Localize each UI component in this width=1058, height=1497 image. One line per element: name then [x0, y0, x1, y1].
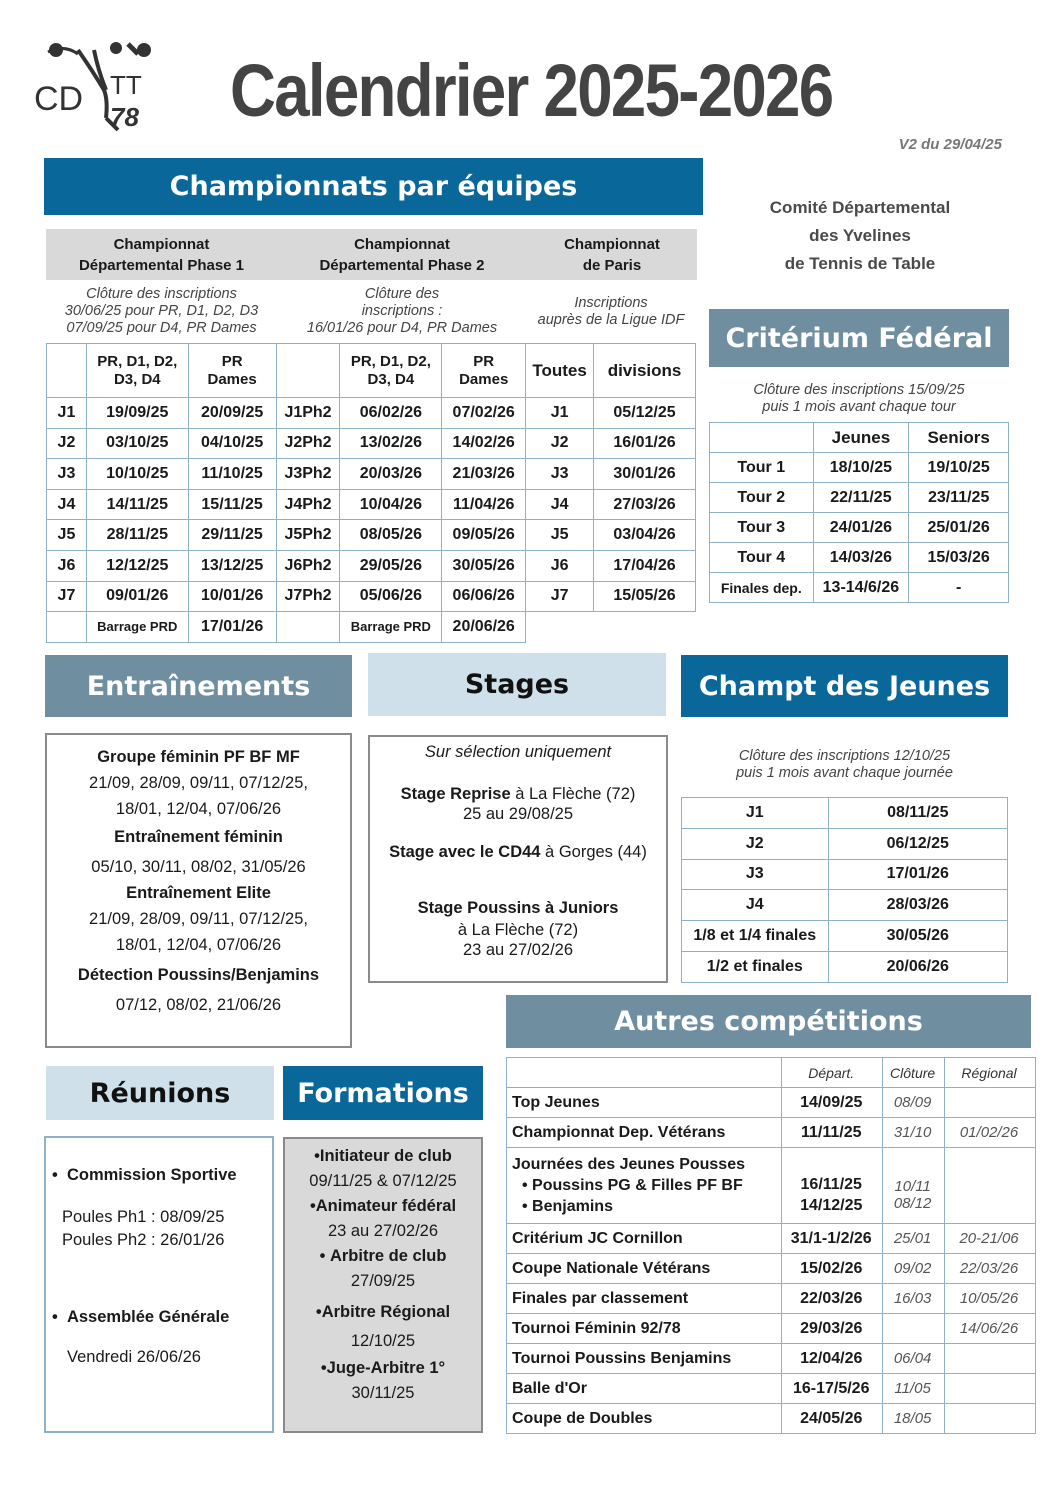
jeunes-header: Champt des Jeunes	[681, 655, 1008, 717]
table-row: J7 09/01/26 10/01/26 J7Ph2 05/06/26 06/06/26 J7 15/05/26	[47, 581, 696, 612]
table-row: Tournoi Féminin 92/78 29/03/26 14/06/26	[507, 1314, 1036, 1344]
table-row: Journées des Jeunes Pousses • Poussins PG & Filles PF BF • Benjamins 16/11/25 14/12/25 10/11 08/12	[507, 1148, 1036, 1224]
criterium-table	[709, 422, 1009, 603]
col-divisions: divisions	[594, 344, 696, 398]
paris-title: Championnat de Paris	[527, 229, 697, 280]
comite-line: des Yvelines	[809, 226, 911, 245]
table-row: 1/2 et finales 20/06/26	[682, 951, 1008, 982]
stage-item: Stage avec le CD44 à Gorges (44)	[389, 843, 647, 861]
stages-box: Sur sélection uniquement Stage Reprise à La Flèche (72) 25 au 29/08/25 Stage avec le CD44 à Gorges (44) Stage Poussins à Juniors à La Flèche (72) 23 au 27/02/26	[368, 735, 668, 983]
comite-line: Comité Départemental	[769, 198, 951, 217]
table-row: 1/8 et 1/4 finales 30/05/26	[682, 921, 1008, 952]
cdtt78-logo	[34, 40, 164, 135]
phase1-note: Clôture des inscriptions 30/06/25 pour PR, D1, D2, D3 07/09/25 pour D4, PR Dames	[64, 286, 259, 336]
logo-78: 78	[110, 102, 139, 132]
col-dames: PR Dames	[442, 344, 526, 398]
autres-table	[506, 1057, 1036, 1434]
phase1-title: Championnat Départemental Phase 1	[46, 229, 277, 280]
formation-item: •Animateur fédéral	[309, 1197, 457, 1215]
championnats-header: Championnats par équipes	[44, 158, 703, 215]
formation-item: •Juge-Arbitre 1°	[320, 1359, 446, 1377]
table-row: Critérium JC Cornillon 31/1-1/2/26 25/01 20-21/06	[507, 1224, 1036, 1254]
phase2-note: Clôture des inscriptions : 16/01/26 pour D4, PR Dames	[306, 286, 498, 336]
formation-item: •Arbitre Régional	[315, 1303, 451, 1321]
paris-note: Inscriptions auprès de la Ligue IDF	[537, 295, 685, 328]
table-row: Tour 4 14/03/26 15/03/26	[710, 543, 1009, 573]
table-row: J3 17/01/26	[682, 859, 1008, 890]
entrainement-title: Détection Poussins/Benjamins	[77, 966, 320, 984]
commission-sportive: • Commission Sportive	[52, 1166, 237, 1184]
table-row: Finales dep. 13-14/6/26 -	[710, 573, 1009, 603]
entrainements-box: Groupe féminin PF BF MF 21/09, 28/09, 09/11, 07/12/25, 18/01, 12/04, 07/06/26 Entraînement féminin 05/10, 30/11, 08/02, 31/05/26 Entraînement Elite 21/09, 28/09, 09/11, 07/12/25, 18/01, 12/04, 07/06/26 Détection Poussins/Benjamins 07/12, 08/02, 21/06/26	[45, 733, 352, 1048]
formation-item: •Initiateur de club	[314, 1147, 452, 1165]
entrainement-title: Entraînement féminin	[114, 828, 283, 846]
stage-item: Stage Poussins à Juniors	[417, 899, 619, 917]
table-row: Tour 1 18/10/25 19/10/25	[710, 453, 1009, 483]
logo-tt: TT	[110, 70, 142, 100]
assemblee-generale: • Assemblée Générale	[52, 1308, 230, 1326]
jeunes-note: Clôture des inscriptions 12/10/25 puis 1 mois avant chaque journée	[736, 748, 953, 781]
criterium-note: Clôture des inscriptions 15/09/25 puis 1 mois avant chaque tour	[753, 382, 965, 415]
formations-box: •Initiateur de club 09/11/25 & 07/12/25 •Animateur fédéral 23 au 27/02/26 • Arbitre de club 27/09/25 •Arbitre Régional 12/10/25 •Juge-Arbitre 1° 30/11/25	[283, 1137, 483, 1433]
table-row: J4 28/03/26	[682, 890, 1008, 921]
page-title: Calendrier 2025-2026	[230, 49, 833, 132]
championnats-subheaders	[46, 229, 697, 280]
table-row: J2 03/10/25 04/10/25 J2Ph2 13/02/26 14/02/26 J2 16/01/26	[47, 428, 696, 459]
stages-header: Stages	[368, 653, 666, 716]
table-row: Championnat Dep. Vétérans 11/11/25 31/10 01/02/26	[507, 1118, 1036, 1148]
stage-item: Stage Reprise à La Flèche (72)	[400, 785, 636, 803]
reunions-header: Réunions	[46, 1066, 274, 1120]
col-toutes: Toutes	[526, 344, 594, 398]
col-pr: PR, D1, D2, D3, D4	[86, 344, 188, 398]
table-row: Finales par classement 22/03/26 16/03 10/05/26	[507, 1284, 1036, 1314]
comite-name	[715, 194, 1005, 278]
logo-cd: CD	[34, 80, 84, 118]
criterium-header: Critérium Fédéral	[709, 309, 1009, 367]
col-dames: PR Dames	[188, 344, 276, 398]
formations-header: Formations	[283, 1066, 483, 1120]
table-header-row: Départ. Clôture Régional	[507, 1058, 1036, 1088]
table-row: J2 06/12/25	[682, 828, 1008, 859]
championnats-table	[46, 343, 696, 643]
table-row: J3 10/10/25 11/10/25 J3Ph2 20/03/26 21/03/26 J3 30/01/26	[47, 459, 696, 490]
phase2-title: Championnat Départemental Phase 2	[277, 229, 527, 280]
table-row: Coupe Nationale Vétérans 15/02/26 09/02 22/03/26	[507, 1254, 1036, 1284]
entrainements-header: Entraînements	[45, 655, 352, 717]
jeunes-table	[681, 797, 1008, 983]
table-row: Coupe de Doubles 24/05/26 18/05	[507, 1404, 1036, 1434]
version-label: V2 du 29/04/25	[898, 136, 1002, 153]
formation-item: • Arbitre de club	[319, 1247, 447, 1265]
table-header-row	[47, 344, 696, 398]
reunions-box: • Commission Sportive Poules Ph1 : 08/09/25 Poules Ph2 : 26/01/26 • Assemblée Générale Vendredi 26/06/26	[44, 1136, 274, 1433]
stages-note: Sur sélection uniquement	[424, 743, 612, 761]
barrage-row: Barrage PRD 17/01/26 Barrage PRD 20/06/26	[47, 612, 696, 643]
table-row: Tournoi Poussins Benjamins 12/04/26 06/04	[507, 1344, 1036, 1374]
entrainement-title: Groupe féminin PF BF MF	[97, 748, 300, 766]
table-row: Tour 2 22/11/25 23/11/25	[710, 483, 1009, 513]
table-row: J1 08/11/25	[682, 798, 1008, 829]
table-row: J1 19/09/25 20/09/25 J1Ph2 06/02/26 07/02/26 J1 05/12/25	[47, 398, 696, 429]
entrainement-title: Entraînement Elite	[126, 884, 271, 902]
table-row: J4 14/11/25 15/11/25 J4Ph2 10/04/26 11/04/26 J4 27/03/26	[47, 489, 696, 520]
comite-line: de Tennis de Table	[784, 254, 936, 273]
table-row: J5 28/11/25 29/11/25 J5Ph2 08/05/26 09/05/26 J5 03/04/26	[47, 520, 696, 551]
table-header-row: Jeunes Seniors	[710, 423, 1009, 453]
table-row: J6 12/12/25 13/12/25 J6Ph2 29/05/26 30/05/26 J6 17/04/26	[47, 550, 696, 581]
autres-header: Autres compétitions	[506, 995, 1031, 1048]
table-row: Tour 3 24/01/26 25/01/26	[710, 513, 1009, 543]
table-row: Balle d'Or 16-17/5/26 11/05	[507, 1374, 1036, 1404]
table-row: Top Jeunes 14/09/25 08/09	[507, 1088, 1036, 1118]
col-pr: PR, D1, D2, D3, D4	[340, 344, 442, 398]
